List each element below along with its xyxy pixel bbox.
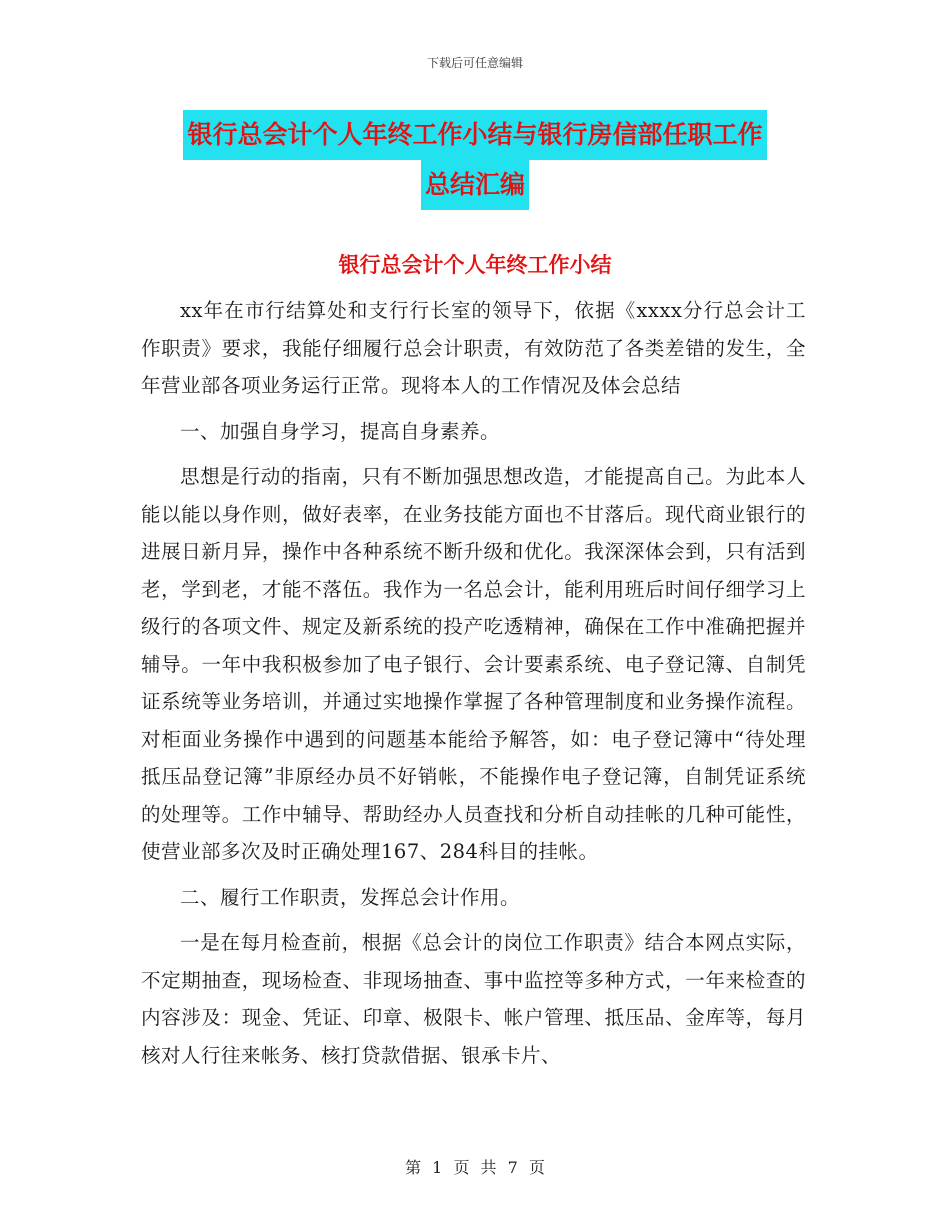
paragraph-duties: 一是在每月检查前，根据《总会计的岗位工作职责》结合本网点实际，不定期抽查，现场检查、非现场抽查、事中监控等多种方式，一年来检查的内容涉及：现金、凭证、印章、极限卡、帐户管理、抵压品、金库等，每月核对人行往来帐务、核打贷款借据、银承卡片、: [141, 931, 806, 1067]
page-number-footer: 第 1 页 共 7 页: [405, 1158, 545, 1177]
heading-duties: 二、履行工作职责，发挥总会计作用。: [180, 885, 521, 909]
body-text: [141, 292, 806, 1082]
paragraph-study: 思想是行动的指南，只有不断加强思想改造，才能提高自己。为此本人能以能以身作则，做好表率，在业务技能方面也不甘落后。现代商业银行的进展日新月异，操作中各种系统不断升级和优化。我深深体会到，只有活到老，学到老，才能不落伍。我作为一名总会计，能利用班后时间仔细学习上级行的各项文件、规定及新系统的投产吃透精神，确保在工作中准确把握并辅导。一年中我积极参加了电子银行、会计要素系统、电子登记簿、自制凭证系统等业务培训，并通过实地操作掌握了各种管理制度和业务操作流程。对柜面业务操作中遇到的问题基本能给予解答，如：电子登记簿中“待处理抵压品登记簿”非原经办员不好销帐，不能操作电子登记簿，自制凭证系统的处理等。工作中辅导、帮助经办人员查找和分析自动挂帐的几种可能性，使营业部多次及时正确处理167、284科目的挂帐。: [141, 465, 806, 863]
document-title-line-2: 总结汇编: [421, 160, 529, 210]
paragraph-intro: xx年在市行结算处和支行行长室的领导下，依据《xxxx分行总会计工作职责》要求，我能仔细履行总会计职责，有效防范了各类差错的发生，全年营业部各项业务运行正常。现将本人的工作情况及体会总结: [141, 299, 806, 397]
page-header-note: 下载后可任意编辑: [426, 56, 523, 70]
document-title: [0, 110, 950, 210]
heading-study: 一、加强自身学习，提高自身素养。: [180, 419, 501, 443]
section-title: 银行总会计个人年终工作小结: [338, 253, 612, 277]
document-title-line-1: 银行总会计个人年终工作小结与银行房信部任职工作: [183, 110, 766, 160]
